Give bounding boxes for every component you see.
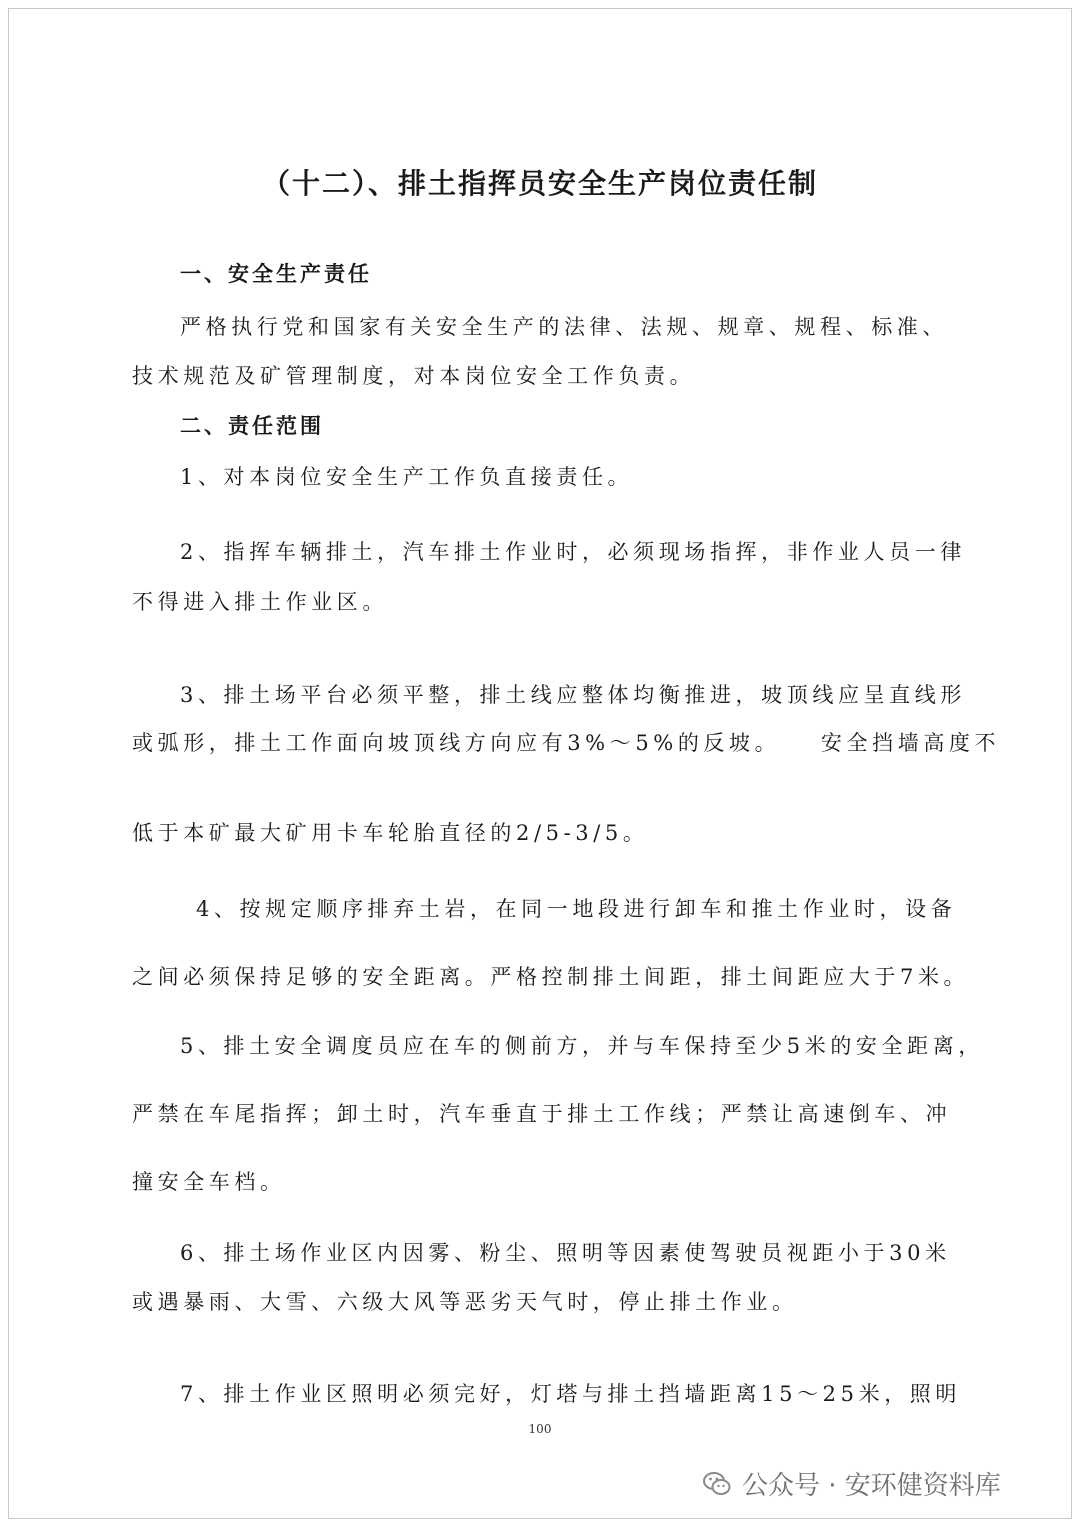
paragraph-line: 严格执行党和国家有关安全生产的法律、法规、规章、规程、标准、 — [180, 315, 948, 339]
section-heading-responsibility: 一、安全生产责任 — [180, 262, 372, 286]
list-item-2: 2、指挥车辆排土，汽车排土作业时，必须现场指挥，非作业人员一律 — [180, 540, 966, 564]
paragraph-line: 撞安全车档。 — [132, 1170, 286, 1194]
page-number: 100 — [528, 1422, 552, 1436]
list-item-1: 1、对本岗位安全生产工作负直接责任。 — [180, 465, 634, 489]
paragraph-line: 不得进入排土作业区。 — [132, 590, 388, 614]
watermark — [702, 1465, 1001, 1502]
list-item-7: 7、排土作业区照明必须完好，灯塔与排土挡墙距离15～25米，照明 — [180, 1382, 962, 1406]
paragraph-line: 或遇暴雨、大雪、六级大风等恶劣天气时，停止排土作业。 — [132, 1290, 798, 1314]
paragraph-line: 之间必须保持足够的安全距离。严格控制排土间距，排土间距应大于7米。 — [132, 965, 970, 989]
list-item-6: 6、排土场作业区内因雾、粉尘、照明等因素使驾驶员视距小于30米 — [180, 1241, 951, 1265]
section-heading-scope: 二、责任范围 — [180, 414, 324, 438]
paragraph-line: 技术规范及矿管理制度，对本岗位安全工作负责。 — [132, 364, 696, 388]
wechat-icon — [702, 1469, 732, 1499]
paragraph-line: 或弧形，排土工作面向坡顶线方向应有3%～5%的反坡。 安全挡墙高度不 — [132, 731, 1001, 755]
list-item-5: 5、排土安全调度员应在车的侧前方，并与车保持至少5米的安全距离， — [180, 1034, 984, 1058]
paragraph-line: 低于本矿最大矿用卡车轮胎直径的2/5-3/5。 — [132, 821, 649, 845]
list-item-4: 4、按规定顺序排弃土岩，在同一地段进行卸车和推土作业时，设备 — [196, 897, 957, 921]
list-item-3: 3、排土场平台必须平整，排土线应整体均衡推进，坡顶线应呈直线形 — [180, 683, 966, 707]
paragraph-line: 严禁在车尾指挥；卸土时，汽车垂直于排土工作线；严禁让高速倒车、冲 — [132, 1102, 952, 1126]
watermark-text: 公众号 · 安环健资料库 — [742, 1471, 1001, 1501]
document-title: （十二）、排土指挥员安全生产岗位责任制 — [261, 167, 818, 200]
